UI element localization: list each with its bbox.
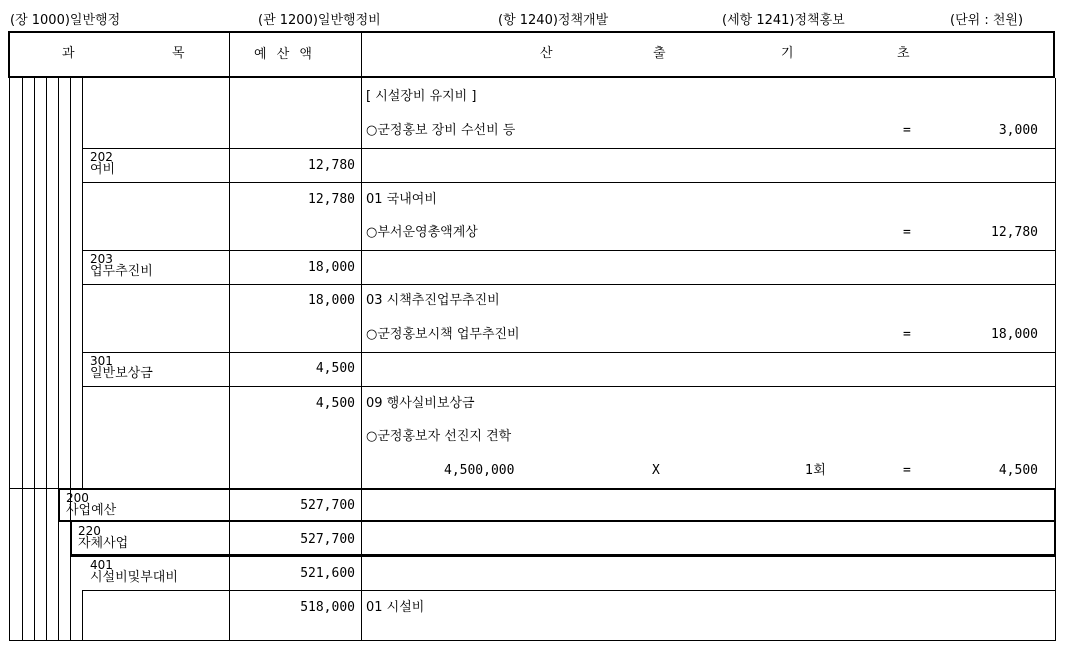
account-code: 220 (78, 524, 101, 538)
calc-item: ○군정홍보자 선진지 견학 (366, 429, 512, 444)
row-divider (82, 182, 1056, 183)
calc-amount: 12,780 (991, 225, 1038, 240)
calc-title: 09 행사실비보상금 (366, 396, 475, 411)
row-divider (70, 556, 1056, 557)
tree-line (82, 78, 83, 488)
sehang-label: (세항 1241)정책홍보 (722, 13, 845, 28)
tree-line (22, 78, 23, 641)
divider (361, 32, 362, 77)
account-name: 업무추진비 (90, 264, 153, 279)
row-divider (82, 250, 1056, 251)
account-code: 301 (90, 354, 113, 368)
tree-line (34, 78, 35, 641)
gwan-label: (관 1200)일반행정비 (258, 13, 381, 28)
account-code: 200 (66, 491, 89, 505)
gwamok-header: 과 (62, 46, 75, 61)
account-code: 401 (90, 558, 113, 572)
calc-item: ○군정홍보시책 업무추진비 (366, 327, 520, 342)
budget-amount: 521,600 (300, 566, 355, 581)
tree-line (70, 78, 71, 520)
row-divider (82, 284, 1056, 285)
jang-label: (장 1000)일반행정 (10, 13, 121, 28)
budget-amount: 527,700 (300, 532, 355, 547)
row-divider (82, 386, 1056, 387)
calc-amount: 18,000 (991, 327, 1038, 342)
calc-item: ○군정홍보 장비 수선비 등 (366, 123, 516, 138)
row-divider (82, 148, 1056, 149)
account-code: 202 (90, 150, 113, 164)
calc-title: 01 국내여비 (366, 192, 437, 207)
budget-amount: 4,500 (315, 361, 355, 376)
calc-title: 01 시설비 (366, 600, 425, 615)
times-count: 1회 (805, 463, 826, 478)
divider (229, 489, 230, 555)
calc-amount: 4,500 (998, 463, 1038, 478)
budget-amount: 12,780 (308, 192, 355, 207)
equals: = (903, 327, 911, 342)
calc-item: ○부서운영총액계상 (366, 225, 478, 240)
divider (229, 32, 230, 77)
equals: = (903, 463, 911, 478)
multiply-sign: X (652, 463, 660, 478)
equals: = (903, 225, 911, 240)
budget-amount: 527,700 (300, 498, 355, 513)
account-name: 여비 (90, 162, 116, 177)
tree-line (70, 556, 71, 641)
account-name: 시설비및부대비 (90, 570, 178, 585)
calc-title: [ 시설장비 유지비 ] (366, 89, 477, 104)
row-divider (82, 352, 1056, 353)
section-box-200 (58, 488, 1056, 522)
account-name: 사업예산 (66, 503, 117, 518)
account-name: 일반보상금 (90, 366, 153, 381)
calc-header: 기 (781, 46, 794, 61)
calc-header: 초 (897, 46, 910, 61)
gwamok-header: 목 (172, 46, 185, 61)
calc-title: 03 시책추진업무추진비 (366, 293, 500, 308)
budget-amount: 18,000 (308, 293, 355, 308)
hang-label: (항 1240)정책개발 (498, 13, 609, 28)
unit-label: (단위 : 천원) (950, 13, 1024, 28)
budget-header: 예 산 액 (254, 47, 315, 62)
row-divider (82, 590, 1056, 591)
budget-amount: 518,000 (300, 600, 355, 615)
account-code: 203 (90, 252, 113, 266)
calc-header: 출 (653, 46, 666, 61)
section-box-220 (70, 520, 1056, 556)
calc-amount: 3,000 (998, 123, 1038, 138)
tree-line (58, 78, 59, 641)
budget-amount: 12,780 (308, 158, 355, 173)
budget-amount: 4,500 (315, 396, 355, 411)
calc-header: 산 (540, 46, 553, 61)
row-divider (9, 640, 1056, 641)
divider (361, 489, 362, 555)
tree-line (82, 590, 83, 641)
tree-line (9, 78, 10, 641)
budget-amount: 18,000 (308, 260, 355, 275)
unit-price: 4,500,000 (444, 463, 515, 478)
equals: = (903, 123, 911, 138)
account-name: 자체사업 (78, 536, 129, 551)
tree-line (46, 78, 47, 641)
